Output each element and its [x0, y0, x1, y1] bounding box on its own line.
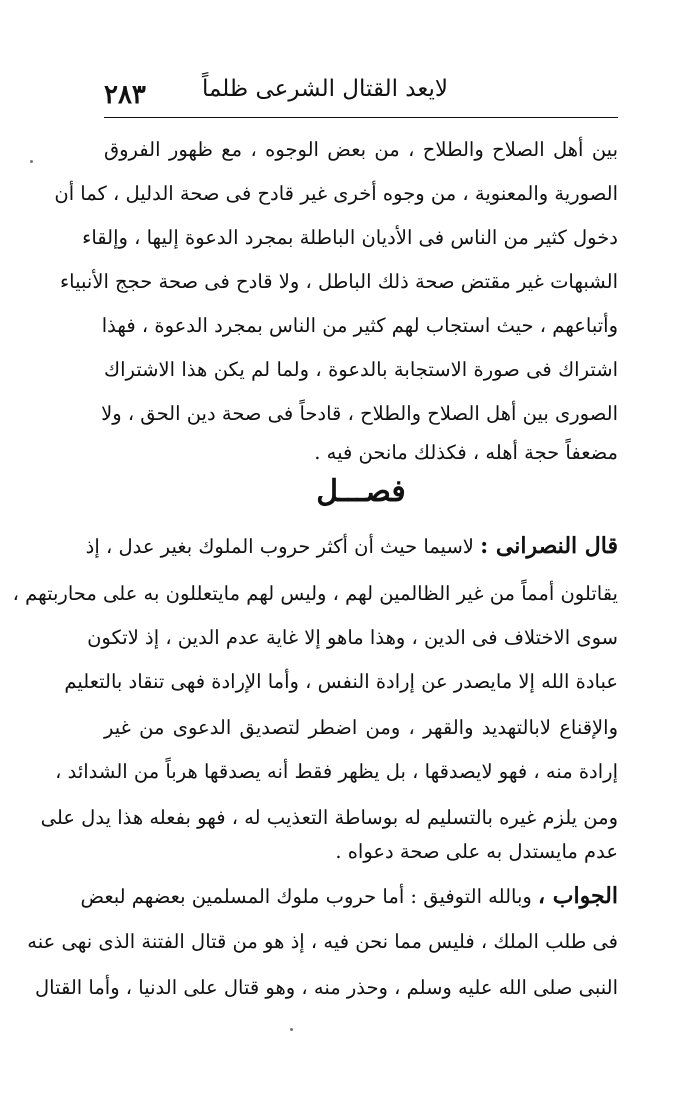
scan-speck	[30, 160, 33, 163]
paragraph3-first-line	[80, 874, 618, 918]
paragraph1-line: وأتباعهم ، حيث استجاب لهم كثير من الناس بمجرد الدعوة ، فهذا	[101, 314, 618, 337]
paragraph1-line: الصورية والمعنوية ، من وجوه أخرى غير قادح فى صحة الدليل ، كما أن	[54, 182, 618, 205]
paragraph2-line: والإقناع لابالتهديد والقهر ، ومن اضطر لتصديق الدعوى من غير	[104, 716, 618, 739]
paragraph2-line: يقاتلون أمماً من غير الظالمين لهم ، وليس لهم مايتعللون به على محاربتهم ،	[12, 582, 618, 605]
section-heading: فصـــل	[316, 474, 406, 509]
paragraph2-first-line	[85, 524, 618, 568]
paragraph2-line: عدم مايستدل به على صحة دعواه .	[335, 840, 618, 863]
paragraph1-line: اشتراك فى صورة الاستجابة بالدعوة ، ولما لم يكن هذا الاشتراك	[104, 358, 618, 381]
paragraph2-line: عبادة الله إلا مايصدر عن إرادة النفس ، وأما الإرادة فهى تنقاد بالتعليم	[64, 670, 618, 693]
paragraph2-line: إرادة منه ، فهو لايصدقها ، بل يظهر فقط أنه يصدقها هرباً من الشدائد ،	[55, 760, 618, 783]
header-rule	[104, 117, 618, 118]
paragraph1-line: الشبهات غير مقتض صحة ذلك الباطل ، ولا قادح فى صحة حجج الأنبياء	[60, 270, 618, 293]
running-header	[104, 74, 618, 114]
header-title: لايعد القتال الشرعى ظلماً	[201, 76, 448, 102]
paragraph2-lead: قال النصرانى :	[480, 533, 618, 559]
paragraph3-first-line-rest: وبالله التوفيق : أما حروب ملوك المسلمين بعضهم لبعض	[80, 885, 532, 908]
paragraph3-lead: الجواب ،	[538, 883, 618, 909]
paragraph3-line: فى طلب الملك ، فليس مما نحن فيه ، إذ هو من قتال الفتنة الذى نهى عنه	[27, 930, 618, 953]
paragraph1-line: الصورى بين أهل الصلاح والطلاح ، قادحاً فى صحة دين الحق ، ولا	[101, 402, 618, 425]
paragraph2-first-line-rest: لاسيما حيث أن أكثر حروب الملوك بغير عدل ، إذ	[85, 535, 474, 558]
scan-speck	[290, 1028, 293, 1031]
paragraph1-line: بين أهل الصلاح والطلاح ، من بعض الوجوه ، مع ظهور الفروق	[104, 138, 618, 161]
page-number: ٢٨٣	[104, 80, 146, 110]
paragraph2-line: ومن يلزم غيره بالتسليم له بوساطة التعذيب له ، فهو بفعله هذا يدل على	[40, 806, 618, 829]
paragraph1-line: دخول كثير من الناس فى الأديان الباطلة بمجرد الدعوة إليها ، وإلقاء	[82, 226, 618, 249]
paragraph3-line: النبى صلى الله عليه وسلم ، وحذر منه ، وهو قتال على الدنيا ، وأما القتال	[34, 976, 618, 999]
paragraph2-line: سوى الاختلاف فى الدين ، وهذا ماهو إلا غاية عدم الدين ، إذ لاتكون	[87, 626, 618, 649]
paragraph1-line: مضعفاً حجة أهله ، فكذلك مانحن فيه .	[314, 441, 618, 464]
